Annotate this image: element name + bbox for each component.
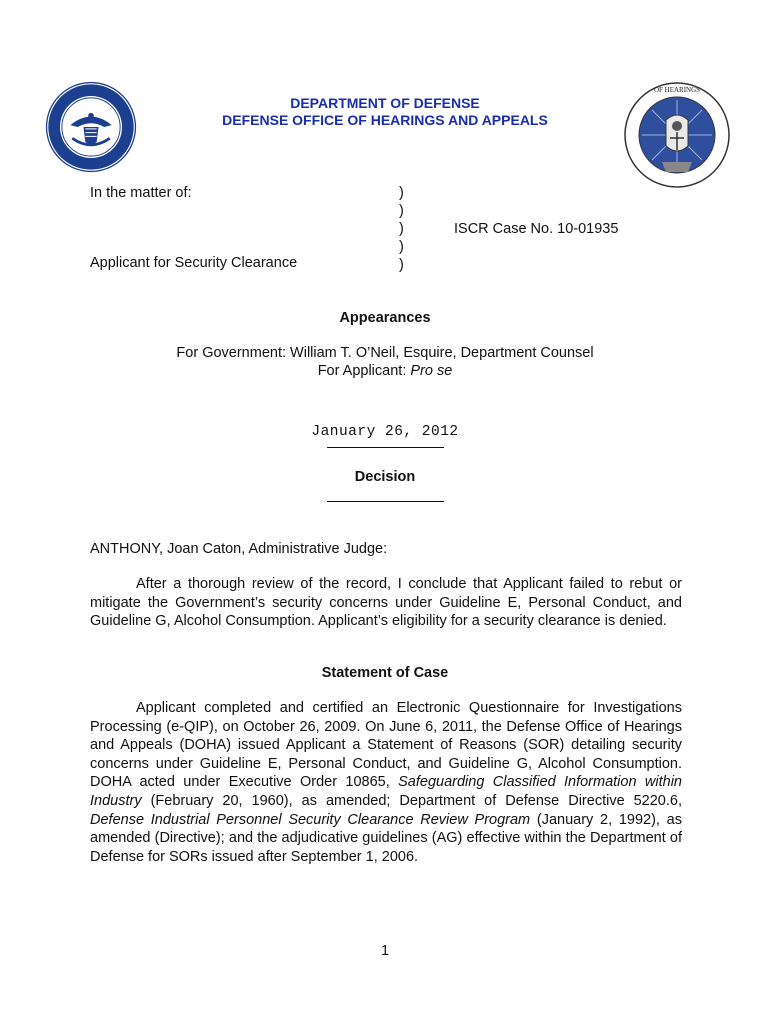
statement-citation-directive: Defense Industrial Personnel Security Clearance Review Program [90, 811, 531, 828]
appearances-title: Appearances [339, 310, 431, 326]
statement-text [90, 699, 682, 866]
statement-title: Statement of Case [321, 665, 449, 681]
applicant-pro-se: Pro se [410, 363, 453, 379]
applicant-prefix: For Applicant: [317, 363, 411, 379]
judge-line: ANTHONY, Joan Caton, Administrative Judge: [90, 541, 388, 557]
page-number: 1 [380, 943, 390, 959]
intro-paragraph [90, 575, 682, 631]
statement-paragraph [90, 699, 682, 866]
header-department: DEPARTMENT OF DEFENSE [290, 95, 480, 111]
appearances-government: For Government: William T. O’Neil, Esquire, Department Counsel [176, 345, 594, 361]
case-number: ISCR Case No. 10-01935 [454, 221, 619, 237]
svg-text:OF HEARINGS: OF HEARINGS [653, 86, 701, 94]
appearances-applicant [0, 363, 770, 379]
decision-title: Decision [354, 469, 416, 485]
statement-citation-eo: Safeguarding Classified Information within Industry [90, 774, 682, 809]
caption-applicant: Applicant for Security Clearance [90, 255, 298, 271]
caption-paren: ) [399, 257, 404, 273]
header-office: DEFENSE OFFICE OF HEARINGS AND APPEALS [222, 112, 548, 128]
statement-part-2: (February 20, 1960), as amended; Department of Defense Directive 5220.6, [141, 792, 682, 809]
caption-paren: ) [399, 221, 404, 237]
decision-rule [327, 501, 444, 502]
statement-part-3: (January 2, 1992), as amended (Directive); and the adjudicative guidelines (AG) effective within the Department of Defense for SORs issued after September 1, 2006. [90, 811, 682, 865]
date-rule [327, 447, 444, 448]
caption-matter: In the matter of: [90, 185, 192, 201]
caption-paren: ) [399, 239, 404, 255]
caption-paren: ) [399, 203, 404, 219]
caption-paren: ) [399, 185, 404, 201]
intro-text: After a thorough review of the record, I conclude that Applicant failed to rebut or mitigate the Government’s security concerns under Guideline E, Personal Conduct, and Guideline G, Alcohol Consumption. Applicant’s eligibility for a security clearance is denied. [90, 576, 682, 630]
decision-date: January 26, 2012 [311, 424, 459, 440]
statement-part-1: Applicant completed and certified an Electronic Questionnaire for Investigations Processing (e-QIP), on October 26, 2009. On June 6, 2011, the Defense Office of Hearings and Appeals (DOHA) issued Applicant a Statement of Reasons (SOR) detailing security concerns under Guideline E, Personal Conduct, and Guideline G, Alcohol Consumption. DOHA acted under Executive Order 10865, [90, 700, 682, 791]
